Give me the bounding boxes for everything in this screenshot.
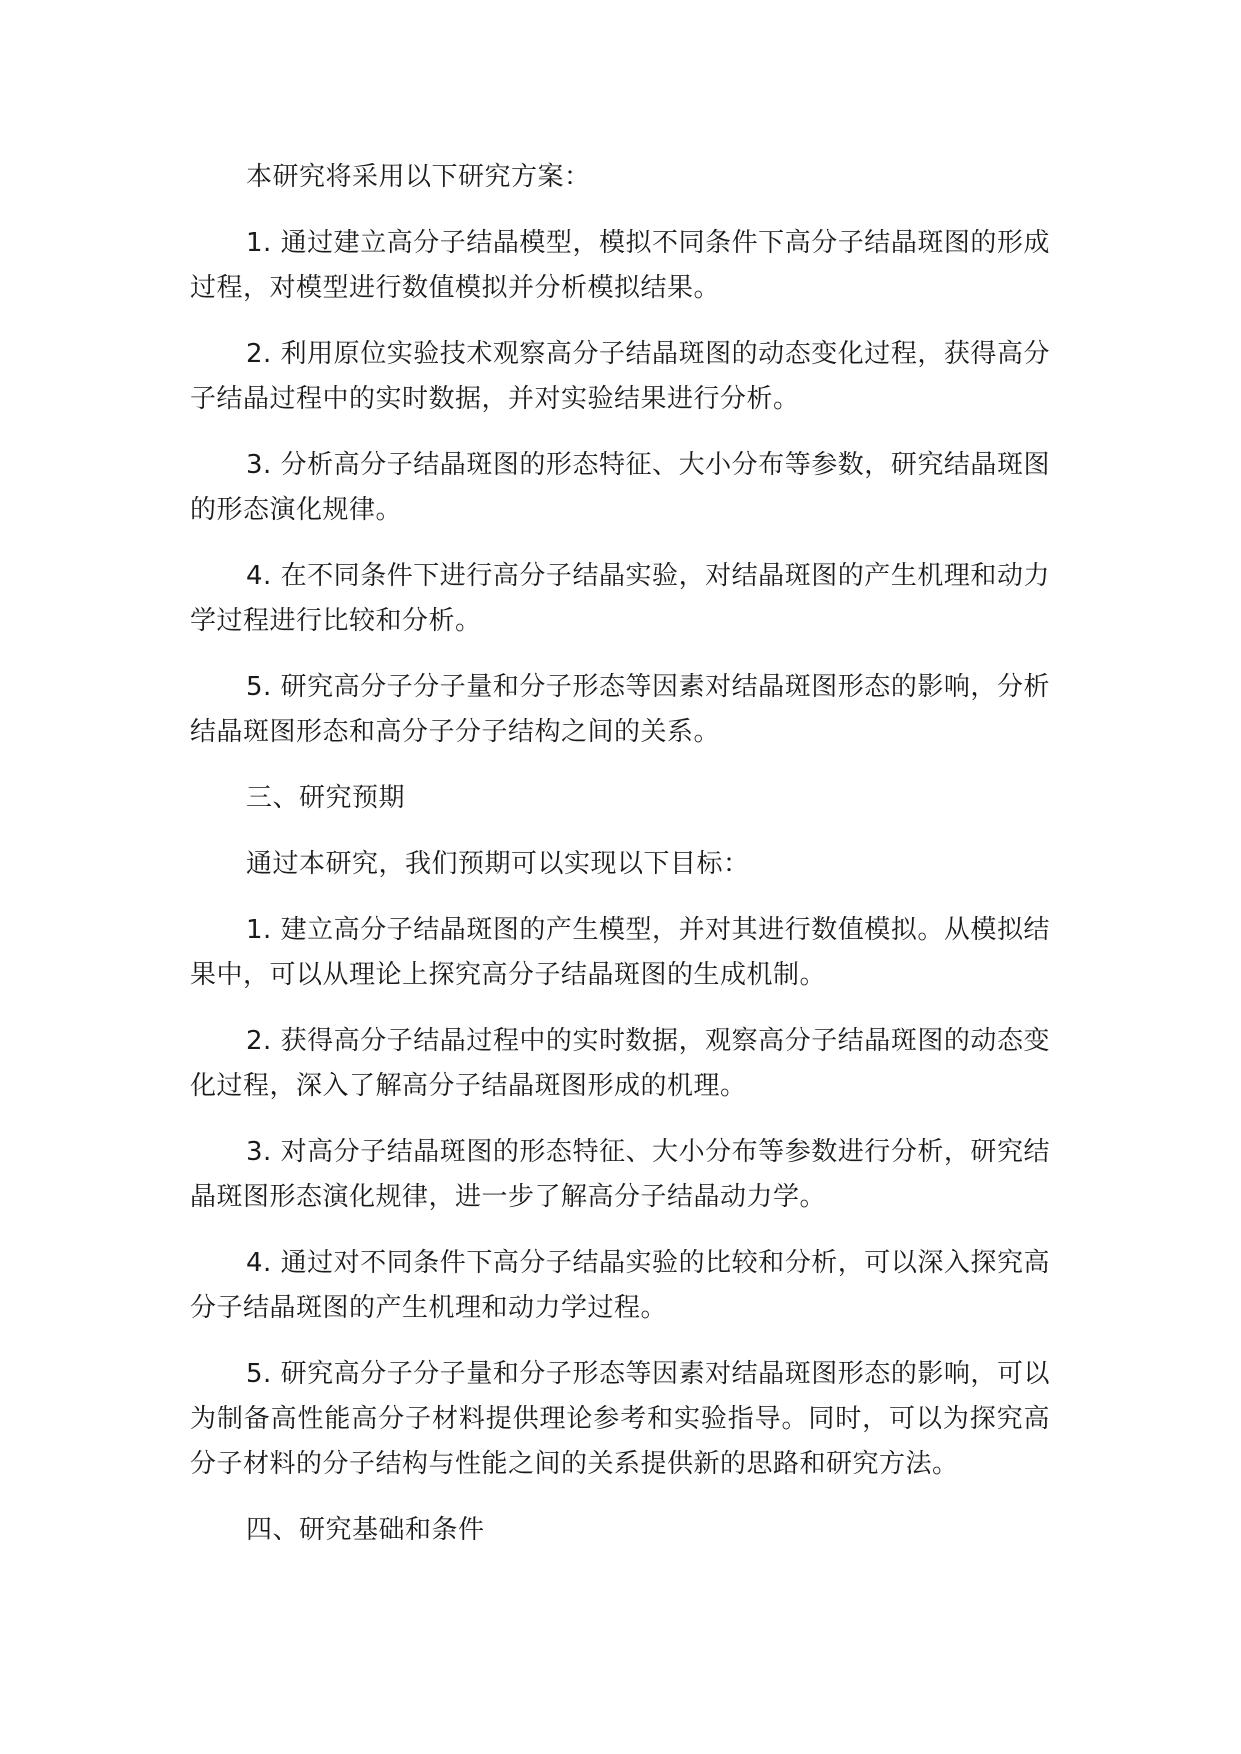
plan-item-4: 4. 在不同条件下进行高分子结晶实验，对结晶斑图的产生机理和动力学过程进行比较和分析。: [190, 561, 1050, 636]
plan-item-3: 3. 分析高分子结晶斑图的形态特征、大小分布等参数，研究结晶斑图的形态演化规律。: [190, 450, 1050, 525]
expectation-item-4: 4. 通过对不同条件下高分子结晶实验的比较和分析，可以深入探究高分子结晶斑图的产生机理和动力学过程。: [190, 1248, 1050, 1323]
expectation-item-5: 5. 研究高分子分子量和分子形态等因素对结晶斑图形态的影响，可以为制备高性能高分子材料提供理论参考和实验指导。同时，可以为探究高分子材料的分子结构与性能之间的关系提供新的思路和研究方法。: [190, 1359, 1050, 1479]
plan-item-5: 5. 研究高分子分子量和分子形态等因素对结晶斑图形态的影响，分析结晶斑图形态和高分子分子结构之间的关系。: [190, 672, 1050, 747]
intro-paragraph: 本研究将采用以下研究方案：: [246, 162, 591, 192]
plan-item-1: 1. 通过建立高分子结晶模型，模拟不同条件下高分子结晶斑图的形成过程，对模型进行数值模拟并分析模拟结果。: [190, 228, 1050, 303]
expectation-item-3: 3. 对高分子结晶斑图的形态特征、大小分布等参数进行分析，研究结晶斑图形态演化规律，进一步了解高分子结晶动力学。: [190, 1137, 1050, 1212]
section-heading-expectations: 三、研究预期: [246, 783, 406, 813]
section-heading-foundation: 四、研究基础和条件: [246, 1515, 485, 1545]
plan-item-2: 2. 利用原位实验技术观察高分子结晶斑图的动态变化过程，获得高分子结晶过程中的实时数据，并对实验结果进行分析。: [190, 339, 1050, 414]
expectations-intro: 通过本研究，我们预期可以实现以下目标：: [246, 849, 750, 879]
expectation-item-2: 2. 获得高分子结晶过程中的实时数据，观察高分子结晶斑图的动态变化过程，深入了解高分子结晶斑图形成的机理。: [190, 1026, 1050, 1101]
document-body: [190, 155, 1050, 1574]
expectation-item-1: 1. 建立高分子结晶斑图的产生模型，并对其进行数值模拟。从模拟结果中，可以从理论上探究高分子结晶斑图的生成机制。: [190, 915, 1050, 990]
